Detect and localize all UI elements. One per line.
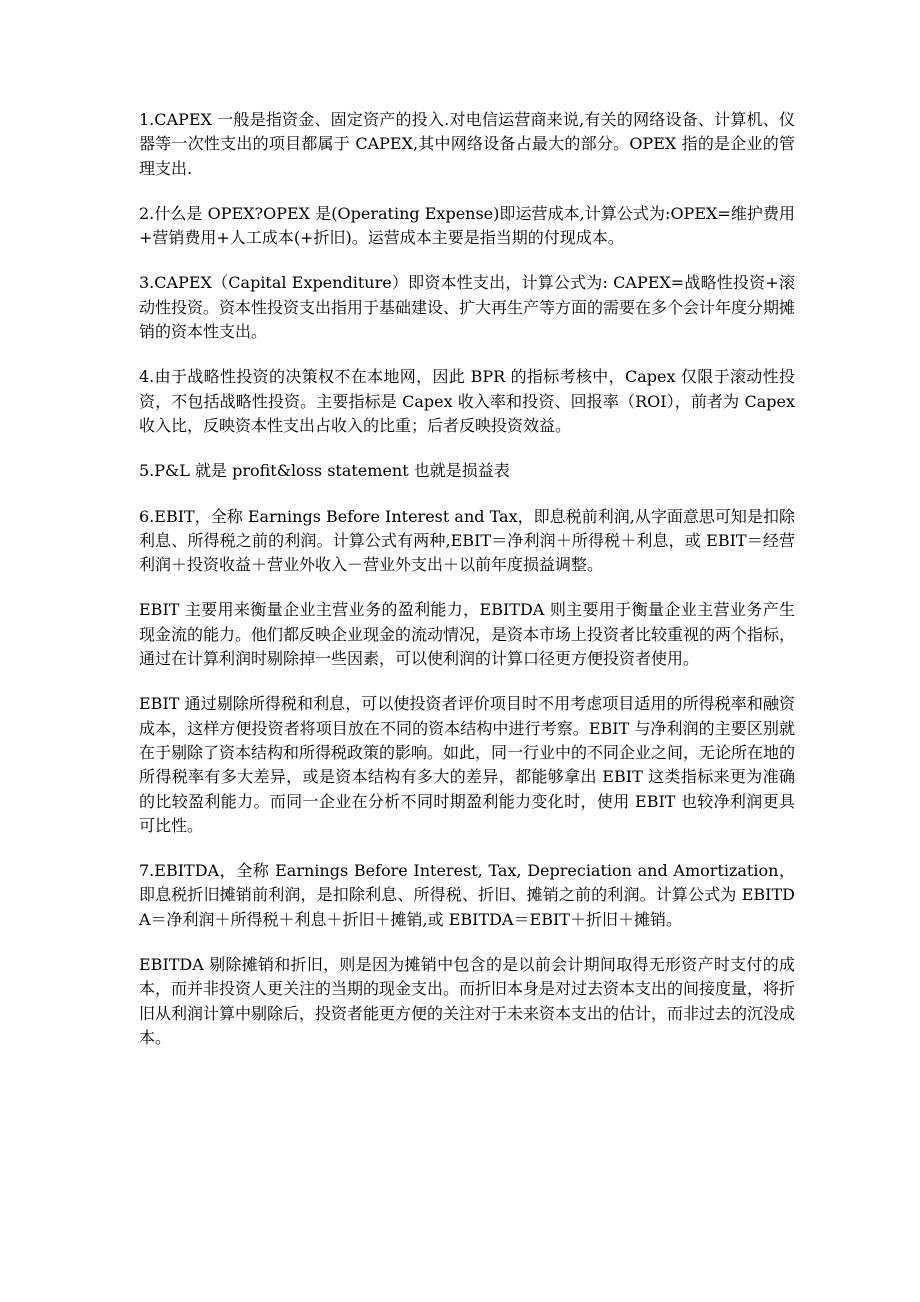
paragraph-pl: 5.P&L 就是 profit&loss statement 也就是损益表 <box>139 461 510 481</box>
paragraph-ebitda-definition: 7.EBITDA，全称 Earnings Before Interest, Tax, Depreciation and Amortization，即息税折旧摊销前利润，是扣除利息、所得税、折旧、摊销之前的利润。计算公式为 EBITDA＝净利润＋所得税＋利息＋折旧＋摊销,或 EBITDA＝EBIT＋折旧＋摊销。 <box>139 861 795 929</box>
paragraph-bpr-capex: 4.由于战略性投资的决策权不在本地网，因此 BPR 的指标考核中，Capex 仅限于滚动性投资，不包括战略性投资。主要指标是 Capex 收入率和投资、回报率（ROI），前者为 Capex 收入比，反映资本性支出占收入的比重；后者反映投资效益。 <box>139 367 795 435</box>
paragraph-ebit-definition: 6.EBIT，全称 Earnings Before Interest and Tax，即息税前利润,从字面意思可知是扣除利息、所得税之前的利润。计算公式有两种,EBIT＝净利润＋所得税＋利息，或 EBIT＝经营利润＋投资收益＋营业外收入－营业外支出＋以前年度损益调整。 <box>139 506 795 575</box>
paragraph-ebit-comparison: EBIT 通过剔除所得税和利息，可以使投资者评价项目时不用考虑项目适用的所得税率和融资成本，这样方便投资者将项目放在不同的资本结构中进行考察。EBIT 与净利润的主要区别就在于剔除了资本结构和所得税政策的影响。如此，同一行业中的不同企业之间，无论所在地的所得税率有多大差异，或是资本结构有多大的差异，都能够拿出 EBIT 这类指标来更为准确的比较盈利能力。而同一企业在分析不同时期盈利能力变化时，使用 EBIT 也较净利润更具可比性。 <box>139 694 796 835</box>
document-body <box>139 108 795 1071</box>
paragraph-ebitda-rationale: EBITDA 剔除摊销和折旧，则是因为摊销中包含的是以前会计期间取得无形资产时支付的成本，而并非投资人更关注的当期的现金支出。而折旧本身是对过去资本支出的间接度量，将折旧从利润计算中剔除后，投资者能更方便的关注对于未来资本支出的估计，而非过去的沉没成本。 <box>139 955 796 1047</box>
paragraph-opex-definition: 2.什么是 OPEX?OPEX 是(Operating Expense)即运营成本,计算公式为:OPEX=维护费用+营销费用+人工成本(+折旧)。运营成本主要是指当期的付现成本。 <box>139 203 795 248</box>
paragraph-capex-definition: 3.CAPEX（Capital Expenditure）即资本性支出，计算公式为: CAPEX=战略性投资+滚动性投资。资本性投资支出指用于基础建设、扩大再生产等方面的需要在多个会计年度分期摊销的资本性支出。 <box>139 273 796 342</box>
paragraph-capex-intro: 1.CAPEX 一般是指资金、固定资产的投入.对电信运营商来说,有关的网络设备、计算机、仪器等一次性支出的项目都属于 CAPEX,其中网络设备占最大的部分。OPEX 指的是企业的管理支出. <box>139 110 795 178</box>
paragraph-ebit-usage: EBIT 主要用来衡量企业主营业务的盈利能力，EBITDA 则主要用于衡量企业主营业务产生现金流的能力。他们都反映企业现金的流动情况，是资本市场上投资者比较重视的两个指标，通过在计算利润时剔除掉一些因素，可以使利润的计算口径更方便投资者使用。 <box>139 600 796 669</box>
